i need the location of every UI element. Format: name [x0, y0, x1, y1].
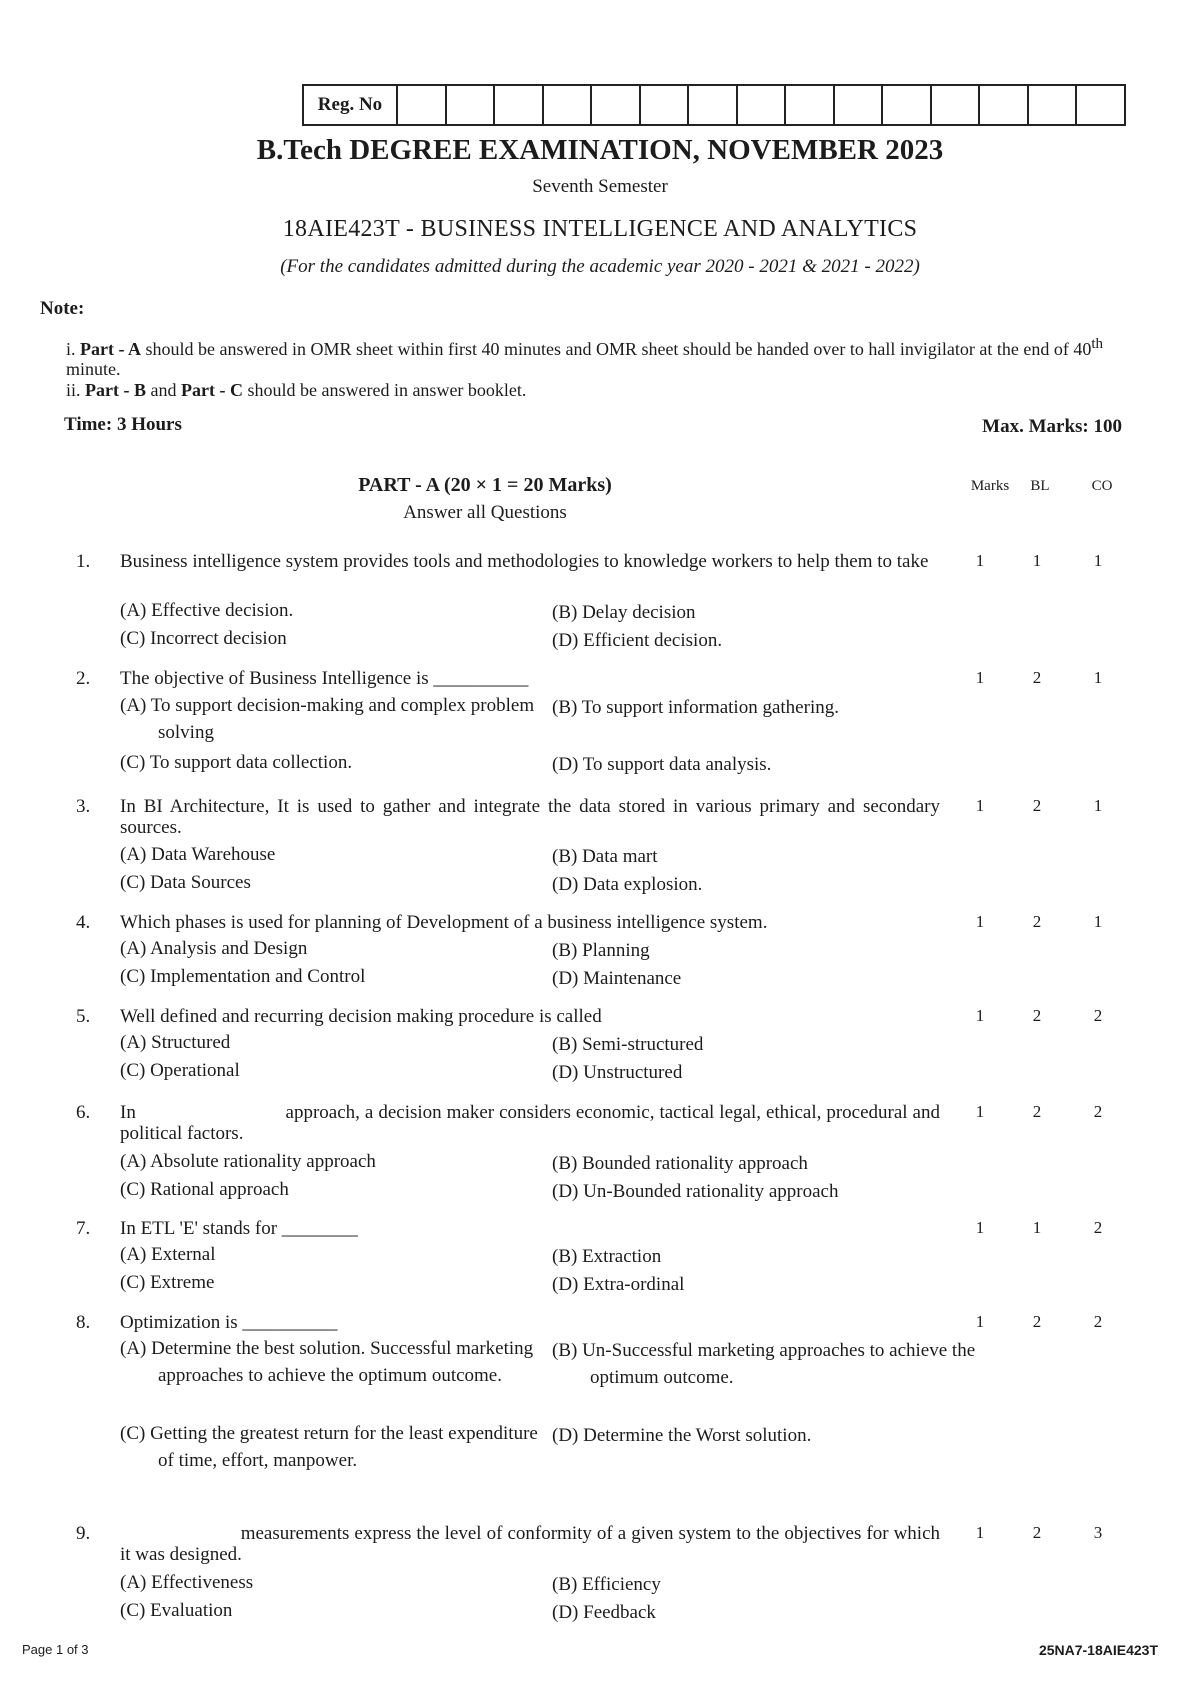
question-number: 7. [76, 1218, 91, 1239]
question-number: 1. [76, 551, 91, 572]
option-a: (A) Analysis and Design [120, 938, 308, 959]
reg-no-cell [544, 86, 593, 124]
option-d: (D) Unstructured [552, 1062, 683, 1083]
reg-no-cell [786, 86, 835, 124]
note-sup: th [1091, 336, 1104, 352]
note-item [66, 334, 1126, 379]
question-marks: 1 [975, 796, 985, 815]
question-bl: 1 [1032, 1218, 1042, 1237]
question-co: 1 [1093, 551, 1103, 570]
note-bold: Part - B [85, 380, 146, 400]
question-text: The objective of Business Intelligence is __________ [120, 668, 529, 689]
reg-no-cell [592, 86, 641, 124]
option-a: (A) To support decision-making and complex problem solving [120, 695, 535, 743]
reg-no-cell [447, 86, 496, 124]
reg-no-label: Reg. No [304, 86, 398, 124]
option-c: (C) Incorrect decision [120, 628, 287, 649]
note-bold: Part - A [80, 339, 141, 359]
option-b: (B) Efficiency [552, 1574, 661, 1595]
question-co: 2 [1093, 1312, 1103, 1331]
option-d: (D) Un-Bounded rationality approach [552, 1181, 839, 1202]
option-d: (D) Determine the Worst solution. [552, 1425, 812, 1446]
option-b: (B) Bounded rationality approach [552, 1153, 808, 1174]
time-allowed: Time: 3 Hours [64, 414, 182, 435]
question-text: Optimization is __________ [120, 1312, 338, 1333]
question-bl: 2 [1032, 1102, 1042, 1121]
question-co: 3 [1093, 1523, 1103, 1542]
question-text: In BI Architecture, It is used to gather and integrate the data stored in various primary and secondary sources. [120, 796, 940, 838]
question-bl: 2 [1032, 912, 1042, 931]
semester: Seventh Semester [532, 176, 668, 197]
question-text: Business intelligence system provides tools and methodologies to knowledge workers to help them to take [120, 551, 929, 572]
question-text: In ETL 'E' stands for ________ [120, 1218, 358, 1239]
option-b: (B) Un-Successful marketing approaches to achieve the optimum outcome. [552, 1340, 976, 1388]
option-b: (B) To support information gathering. [552, 697, 839, 718]
option-a: (A) External [120, 1244, 216, 1265]
option-a: (A) Effective decision. [120, 600, 294, 621]
question-marks: 1 [975, 668, 985, 687]
paper-code: 25NA7-18AIE423T [1038, 1642, 1158, 1658]
note-tail: should be answered in answer booklet. [242, 380, 527, 400]
question-text: In approach, a decision maker considers economic, tactical legal, ethical, procedural and political factors. [120, 1102, 945, 1144]
reg-no-cell [980, 86, 1029, 124]
option-d: (D) Efficient decision. [552, 630, 723, 651]
question-marks: 1 [975, 1218, 985, 1237]
question-marks: 1 [975, 1102, 985, 1121]
option-a: (A) Effectiveness [120, 1572, 254, 1593]
question-co: 1 [1093, 796, 1103, 815]
column-header-co: CO [1091, 478, 1113, 494]
reg-no-cell [1029, 86, 1078, 124]
option-c: (C) Implementation and Control [120, 966, 366, 987]
option-d: (D) To support data analysis. [552, 754, 772, 775]
option-b: (B) Semi-structured [552, 1034, 704, 1055]
question-bl: 2 [1032, 796, 1042, 815]
note-label: Note: [40, 298, 85, 319]
question-text: Well defined and recurring decision making procedure is called [120, 1006, 602, 1027]
question-marks: 1 [975, 912, 985, 931]
reg-no-cell [932, 86, 981, 124]
question-marks: 1 [975, 1523, 985, 1542]
question-number: 8. [76, 1312, 91, 1333]
option-d: (D) Data explosion. [552, 874, 703, 895]
question-marks: 1 [975, 551, 985, 570]
option-d: (D) Maintenance [552, 968, 682, 989]
reg-no-cell [738, 86, 787, 124]
question-bl: 2 [1032, 668, 1042, 687]
reg-no-cell [1077, 86, 1124, 124]
part-instruction: Answer all Questions [403, 502, 567, 523]
option-a: (A) Determine the best solution. Successful marketing approaches to achieve the optimum outcome. [120, 1338, 534, 1386]
note-prefix: ii. [66, 380, 86, 400]
option-b: (B) Delay decision [552, 602, 696, 623]
question-number: 2. [76, 668, 91, 689]
column-header-marks: Marks [970, 478, 1010, 494]
note-text: and [146, 380, 181, 400]
max-marks: Max. Marks: 100 [982, 416, 1122, 437]
question-number: 6. [76, 1102, 91, 1123]
note-text: should be answered in OMR sheet within first 40 minutes and OMR sheet should be handed over to hall invigilator at the end of 40 [141, 339, 1092, 359]
option-d: (D) Extra-ordinal [552, 1274, 685, 1295]
option-c: (C) Getting the greatest return for the least expenditure of time, effort, manpower. [120, 1423, 538, 1471]
question-bl: 2 [1032, 1312, 1042, 1331]
note-bold: Part - C [181, 380, 243, 400]
note-tail: minute. [66, 359, 121, 379]
question-marks: 1 [975, 1312, 985, 1331]
reg-no-cell [883, 86, 932, 124]
admission-note: (For the candidates admitted during the academic year 2020 - 2021 & 2021 - 2022) [280, 256, 920, 277]
question-co: 2 [1093, 1006, 1103, 1025]
page-number: Page 1 of 3 [22, 1642, 89, 1657]
option-b: (B) Extraction [552, 1246, 662, 1267]
option-c: (C) To support data collection. [120, 752, 353, 773]
question-text: measurements express the level of conformity of a given system to the objectives for which it was designed. [120, 1523, 945, 1565]
option-d: (D) Feedback [552, 1602, 656, 1623]
question-co: 1 [1093, 668, 1103, 687]
question-text: Which phases is used for planning of Development of a business intelligence system. [120, 912, 768, 933]
question-bl: 2 [1032, 1006, 1042, 1025]
option-a: (A) Absolute rationality approach [120, 1151, 376, 1172]
reg-no-cell [398, 86, 447, 124]
question-number: 9. [76, 1523, 91, 1544]
course-title: 18AIE423T - BUSINESS INTELLIGENCE AND ANALYTICS [282, 216, 918, 242]
option-c: (C) Data Sources [120, 872, 251, 893]
note-item [66, 380, 1126, 400]
option-b: (B) Data mart [552, 846, 658, 867]
option-a: (A) Data Warehouse [120, 844, 276, 865]
question-number: 3. [76, 796, 91, 817]
question-bl: 1 [1032, 551, 1042, 570]
question-bl: 2 [1032, 1523, 1042, 1542]
question-number: 4. [76, 912, 91, 933]
reg-no-cell [495, 86, 544, 124]
question-co: 2 [1093, 1218, 1103, 1237]
question-number: 5. [76, 1006, 91, 1027]
option-c: (C) Operational [120, 1060, 240, 1081]
part-title: PART - A (20 × 1 = 20 Marks) [358, 474, 612, 496]
question-co: 1 [1093, 912, 1103, 931]
option-c: (C) Rational approach [120, 1179, 289, 1200]
question-co: 2 [1093, 1102, 1103, 1121]
option-c: (C) Evaluation [120, 1600, 233, 1621]
exam-title: B.Tech DEGREE EXAMINATION, NOVEMBER 2023 [256, 134, 944, 166]
column-header-bl: BL [1030, 478, 1050, 494]
option-c: (C) Extreme [120, 1272, 215, 1293]
reg-no-cell [641, 86, 690, 124]
note-prefix: i. [66, 339, 81, 359]
reg-no-cell [689, 86, 738, 124]
reg-no-cell [835, 86, 884, 124]
option-a: (A) Structured [120, 1032, 231, 1053]
question-marks: 1 [975, 1006, 985, 1025]
option-b: (B) Planning [552, 940, 650, 961]
reg-no-box [302, 84, 1126, 126]
